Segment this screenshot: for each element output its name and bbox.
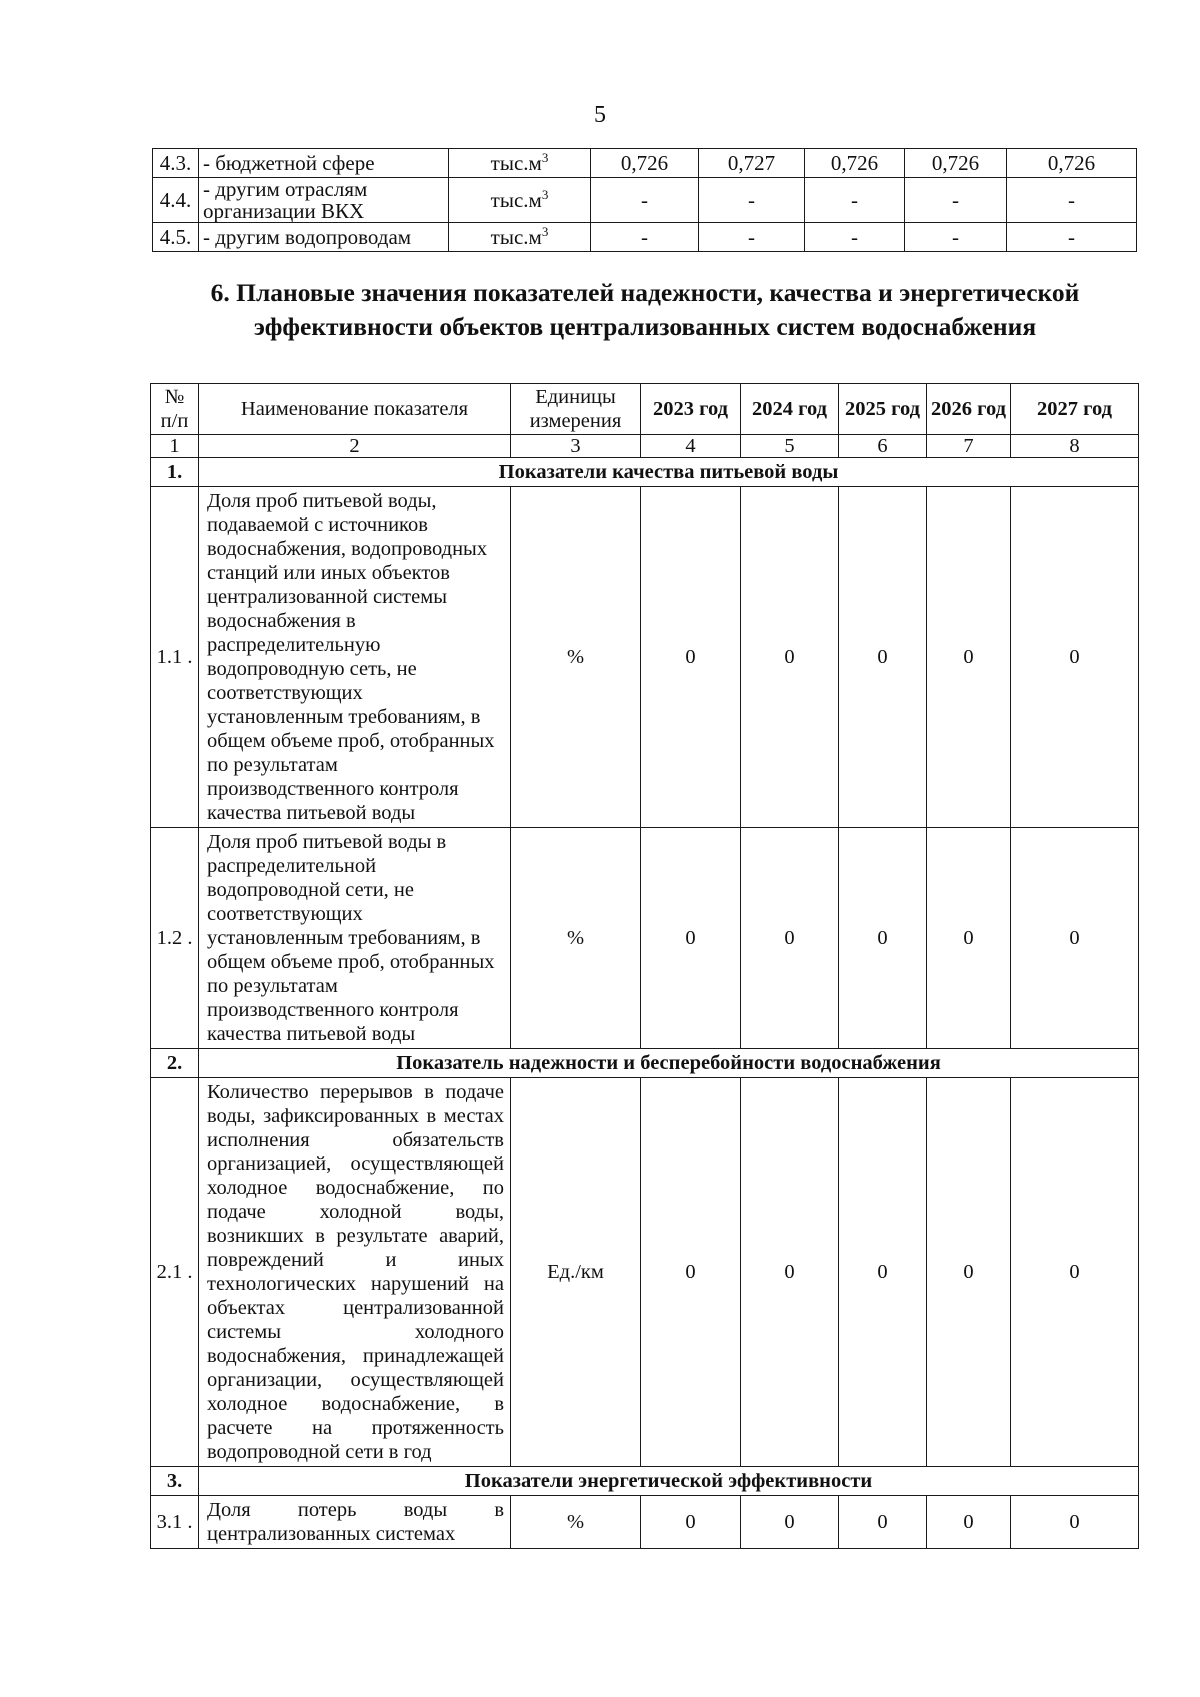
header-year-2024: 2024 год [741,384,839,435]
indicator-value: 0 [927,828,1011,1049]
row-value: 0,726 [591,149,699,178]
indicator-row [151,487,1139,828]
indicator-value: 0 [1011,1078,1139,1467]
row-value: - [591,223,699,252]
indicator-name: Количество перерывов в подаче воды, зафиксированных в местах исполнения обязательств организацией, осуществляющей холодное водоснабжение, по подаче холодной воды, возникших в результате аварий, повреждений и иных технологических нарушений на объектах централизованной системы холодного водоснабжения, принадлежащей организации, осуществляющей холодное водоснабжение, в расчете на протяженность водопроводной сети в год [199,1078,511,1467]
col-number: 8 [1011,435,1139,458]
indicator-value: 0 [839,828,927,1049]
indicator-value: 0 [1011,828,1139,1049]
indicator-number: 3.1 . [151,1496,199,1549]
indicator-unit: % [511,828,641,1049]
indicator-value: 0 [839,1496,927,1549]
col-number: 6 [839,435,927,458]
col-number: 5 [741,435,839,458]
row-unit [449,149,591,178]
unit-exponent: 3 [541,224,549,239]
row-number: 4.4. [153,178,199,223]
table-row [153,223,1137,252]
row-label: - бюджетной сфере [199,149,449,178]
indicator-value: 0 [839,1078,927,1467]
unit-text: тыс.м [490,151,542,175]
unit-text: тыс.м [490,225,542,249]
group-number: 2. [151,1049,199,1078]
row-value: - [699,178,805,223]
row-number: 4.3. [153,149,199,178]
header-year-2023: 2023 год [641,384,741,435]
row-value: 0,726 [805,149,905,178]
table-row [153,149,1137,178]
col-number: 4 [641,435,741,458]
indicator-name: Доля проб питьевой воды в распределительной водопроводной сети, не соответствующих установленным требованиям, в общем объеме проб, отобранных по результатам производственного контроля качества питьевой воды [199,828,511,1049]
indicator-value: 0 [741,1078,839,1467]
top-continuation-table [152,148,1137,252]
indicator-value: 0 [641,1496,741,1549]
header-year-2025: 2025 год [839,384,927,435]
group-title: Показатель надежности и бесперебойности водоснабжения [199,1049,1139,1078]
row-value: 0,726 [905,149,1007,178]
row-unit [449,223,591,252]
row-value: - [591,178,699,223]
indicator-value: 0 [927,1496,1011,1549]
row-value: - [905,223,1007,252]
indicators-table [150,383,1139,1549]
header-year-2026: 2026 год [927,384,1011,435]
group-row [151,1049,1139,1078]
indicator-unit: Ед./км [511,1078,641,1467]
indicator-unit: % [511,487,641,828]
row-value: - [805,178,905,223]
indicator-name: Доля потерь воды в централизованных системах [199,1496,511,1549]
indicator-name: Доля проб питьевой воды, подаваемой с источников водоснабжения, водопроводных станций или иных объектов централизованной системы водоснабжения в распределительную водопроводную сеть, не соответствующих установленным требованиям, в общем объеме проб, отобранных по результатам производственного контроля качества питьевой воды [199,487,511,828]
unit-exponent: 3 [541,187,549,202]
row-value: - [805,223,905,252]
indicator-number: 2.1 . [151,1078,199,1467]
row-number: 4.5. [153,223,199,252]
row-label: - другим водопроводам [199,223,449,252]
row-value: - [905,178,1007,223]
indicator-value: 0 [641,1078,741,1467]
indicator-row [151,1496,1139,1549]
indicator-value: 0 [839,487,927,828]
indicator-number: 1.2 . [151,828,199,1049]
indicator-value: 0 [741,1496,839,1549]
group-row [151,458,1139,487]
indicator-value: 0 [641,828,741,1049]
row-value: - [1007,178,1137,223]
row-value: 0,726 [1007,149,1137,178]
col-number: 7 [927,435,1011,458]
col-number: 1 [151,435,199,458]
indicator-value: 0 [741,828,839,1049]
indicator-value: 0 [927,1078,1011,1467]
unit-text: тыс.м [490,188,542,212]
indicator-value: 0 [641,487,741,828]
group-title: Показатели качества питьевой воды [199,458,1139,487]
section-title: 6. Плановые значения показателей надежности, качества и энергетической эффективности объектов централизованных систем водоснабжения [210,278,1080,341]
table-row [153,178,1137,223]
indicator-row [151,828,1139,1049]
group-number: 1. [151,458,199,487]
group-row [151,1467,1139,1496]
column-numbers-row [151,435,1139,458]
unit-exponent: 3 [541,150,549,165]
header-year-2027: 2027 год [1011,384,1139,435]
indicator-value: 0 [927,487,1011,828]
header-unit: Единицы измерения [511,384,641,435]
col-number: 2 [199,435,511,458]
row-value: - [699,223,805,252]
header-num: № п/п [151,384,199,435]
group-title: Показатели энергетической эффективности [199,1467,1139,1496]
indicator-value: 0 [741,487,839,828]
col-number: 3 [511,435,641,458]
table-header-row [151,384,1139,435]
indicator-row [151,1078,1139,1467]
row-unit [449,178,591,223]
row-value: 0,727 [699,149,805,178]
header-name: Наименование показателя [199,384,511,435]
row-label: - другим отраслям организации ВКХ [199,178,449,223]
indicator-unit: % [511,1496,641,1549]
indicator-number: 1.1 . [151,487,199,828]
indicator-value: 0 [1011,1496,1139,1549]
row-value: - [1007,223,1137,252]
indicator-value: 0 [1011,487,1139,828]
group-number: 3. [151,1467,199,1496]
page-number: 5 [594,102,606,128]
